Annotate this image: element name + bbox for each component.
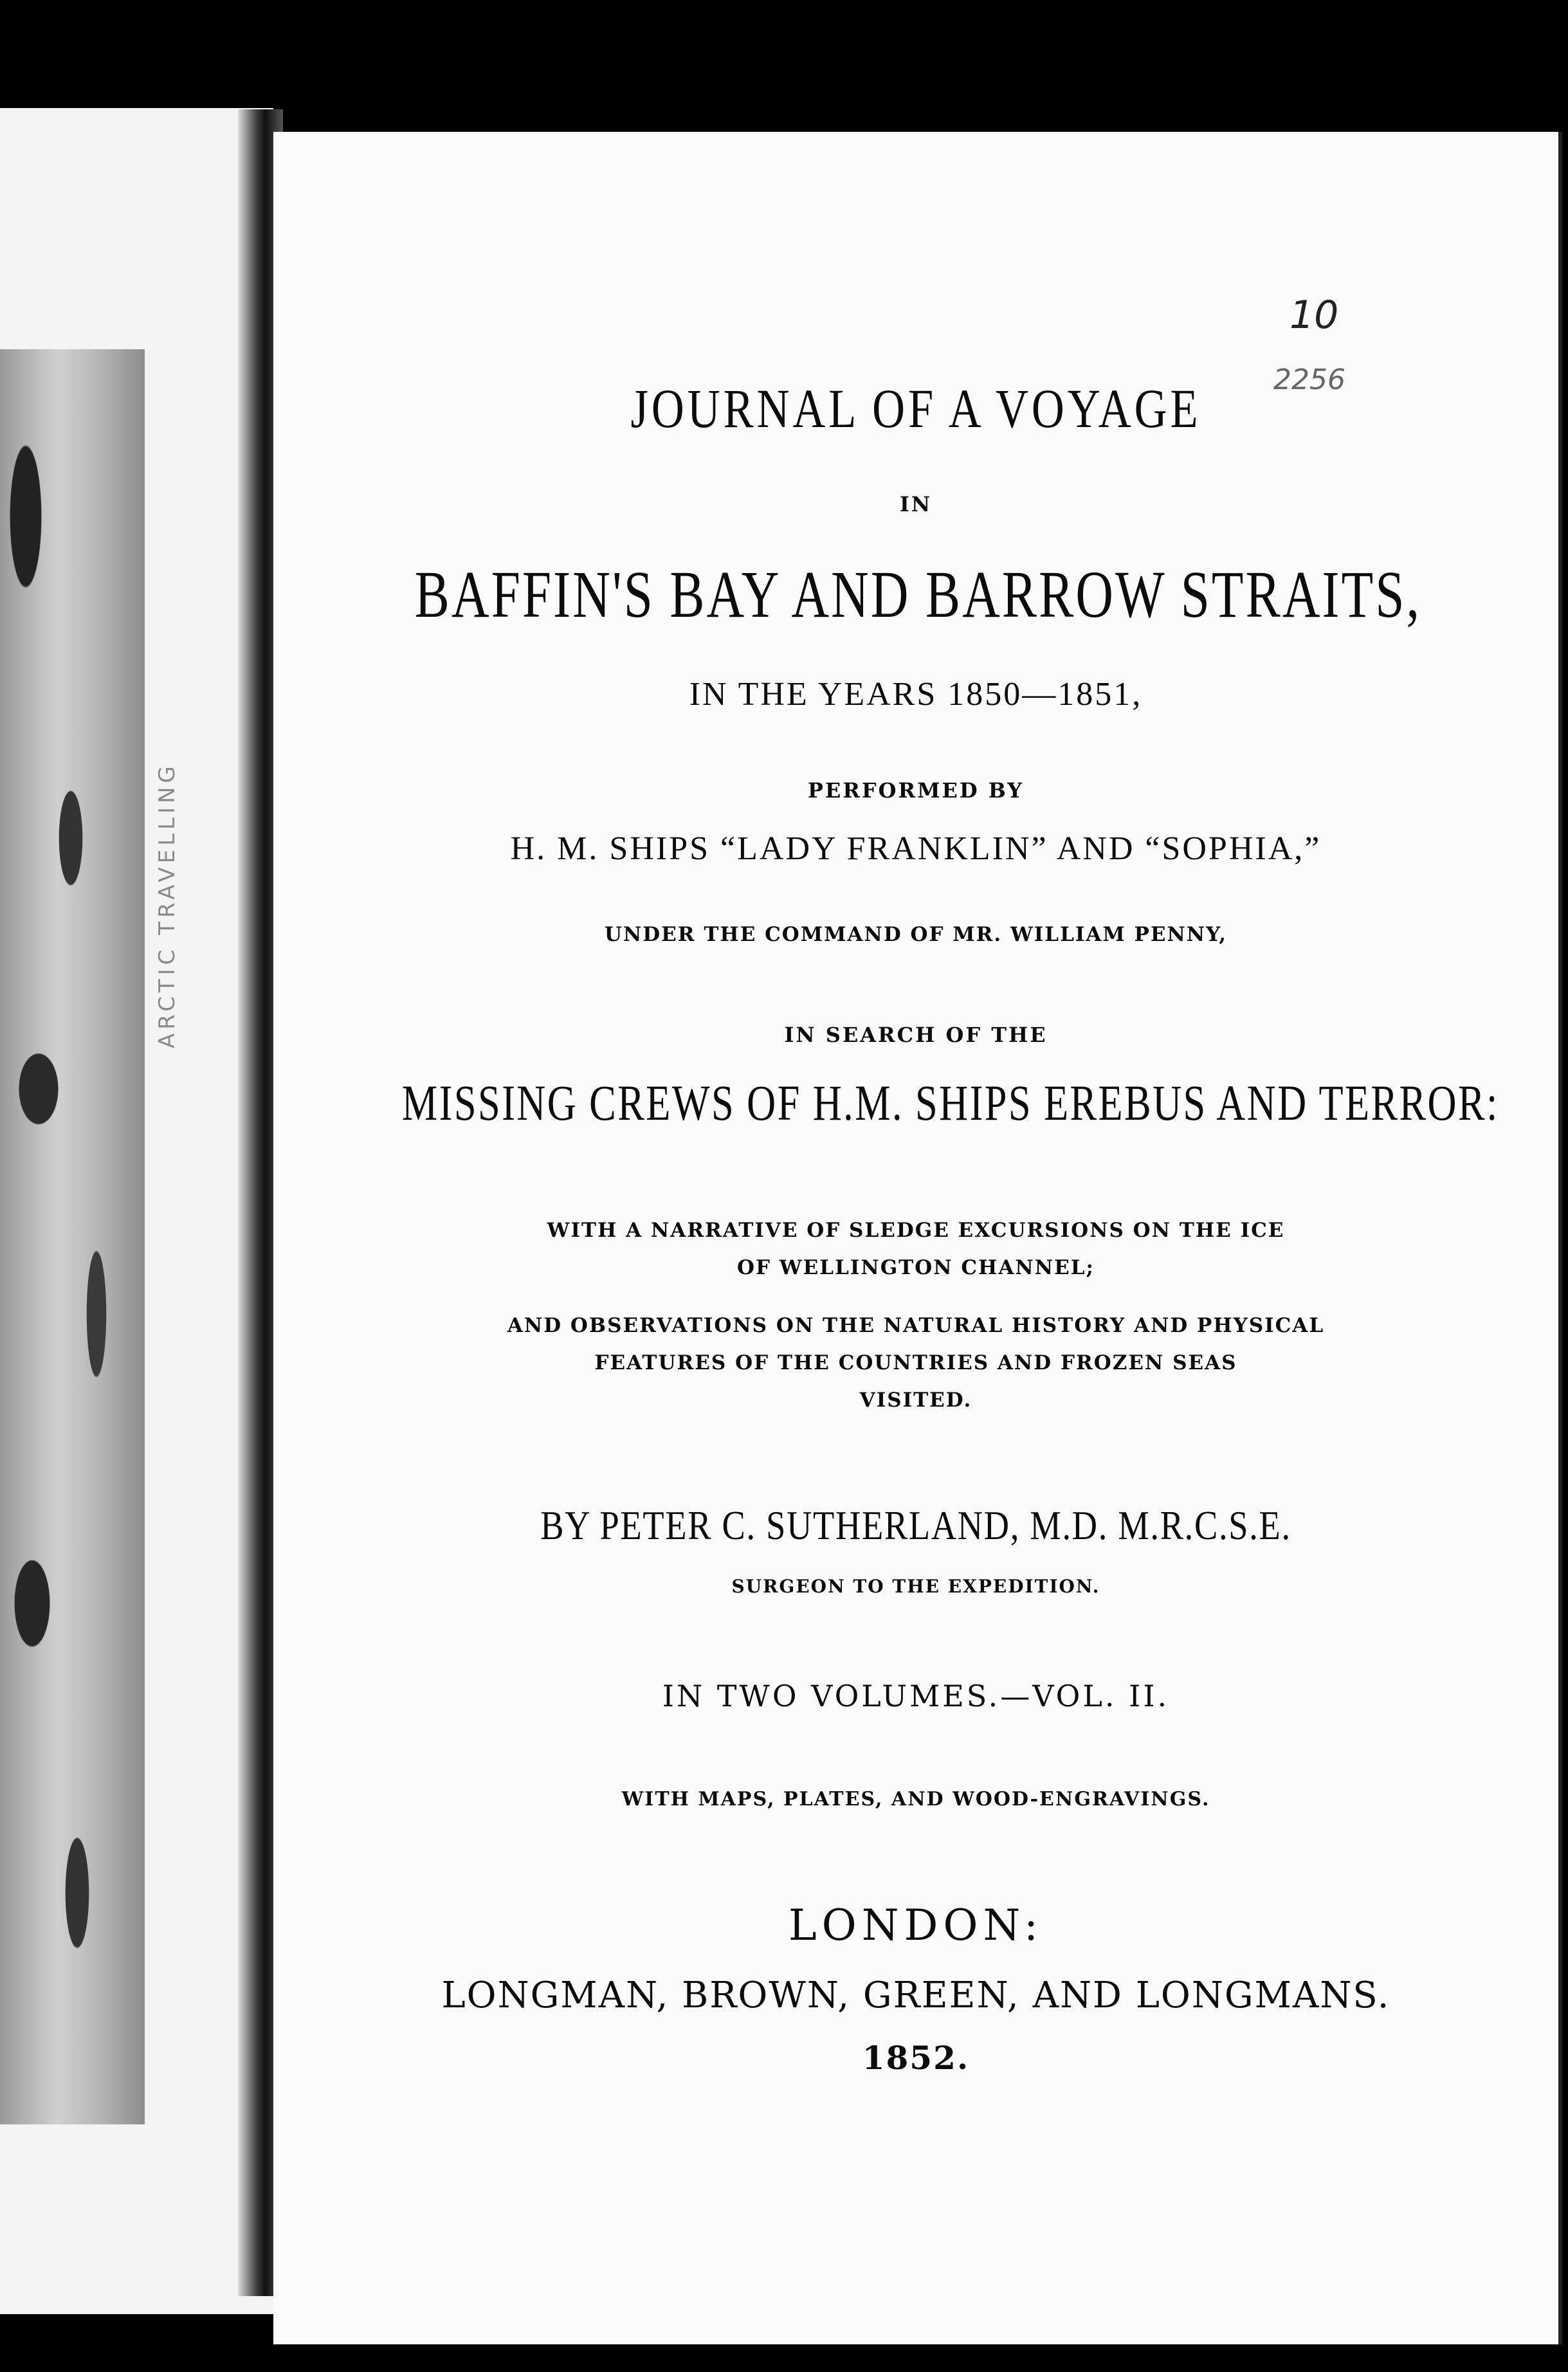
title-page — [273, 132, 1562, 2344]
ships-line: H. M. SHIPS “LADY FRANKLIN” AND “SOPHIA,” — [510, 830, 1322, 867]
volumes-line: IN TWO VOLUMES.—VOL. II. — [662, 1679, 1170, 1713]
title-line-1: JOURNAL OF A VOYAGE — [630, 378, 1201, 439]
observations-line-2: FEATURES OF THE COUNTRIES AND FROZEN SEAS — [594, 1351, 1237, 1374]
performed-by: PERFORMED BY — [807, 778, 1025, 803]
handwritten-shelf-number: 10 — [1290, 293, 1339, 338]
years-line: IN THE YEARS 1850—1851, — [689, 676, 1143, 713]
observations-line-3: VISITED. — [859, 1389, 972, 1412]
command-line: UNDER THE COMMAND OF MR. WILLIAM PENNY, — [604, 923, 1228, 946]
narrative-line-1: WITH A NARRATIVE OF SLEDGE EXCURSIONS ON THE ICE — [547, 1219, 1285, 1242]
title-line-2: BAFFIN'S BAY AND BARROW STRAITS, — [414, 558, 1421, 632]
facing-page — [0, 108, 273, 2314]
illustrations-line: WITH MAPS, PLATES, AND WOOD-ENGRAVINGS. — [621, 1788, 1210, 1811]
plate-caption: ARCTIC TRAVELLING — [154, 762, 180, 1048]
publication-year: 1852. — [862, 2039, 970, 2077]
missing-crews-line: MISSING CREWS OF H.M. SHIPS EREBUS AND TERROR: — [401, 1075, 1499, 1131]
title-in: IN — [899, 492, 933, 516]
search-line: IN SEARCH OF THE — [784, 1023, 1048, 1047]
publisher-line: LONGMAN, BROWN, GREEN, AND LONGMANS. — [441, 1975, 1390, 2016]
publication-city: LONDON: — [788, 1901, 1044, 1950]
frontispiece-plate — [0, 349, 145, 2124]
author-role: SURGEON TO THE EXPEDITION. — [731, 1576, 1100, 1597]
narrative-line-2: OF WELLINGTON CHANNEL; — [737, 1256, 1095, 1279]
observations-line-1: AND OBSERVATIONS ON THE NATURAL HISTORY AND PHYSICAL — [507, 1314, 1325, 1337]
author-line: BY PETER C. SUTHERLAND, M.D. M.R.C.S.E. — [540, 1502, 1291, 1548]
handwritten-catalogue-code: 2256 — [1273, 363, 1345, 396]
